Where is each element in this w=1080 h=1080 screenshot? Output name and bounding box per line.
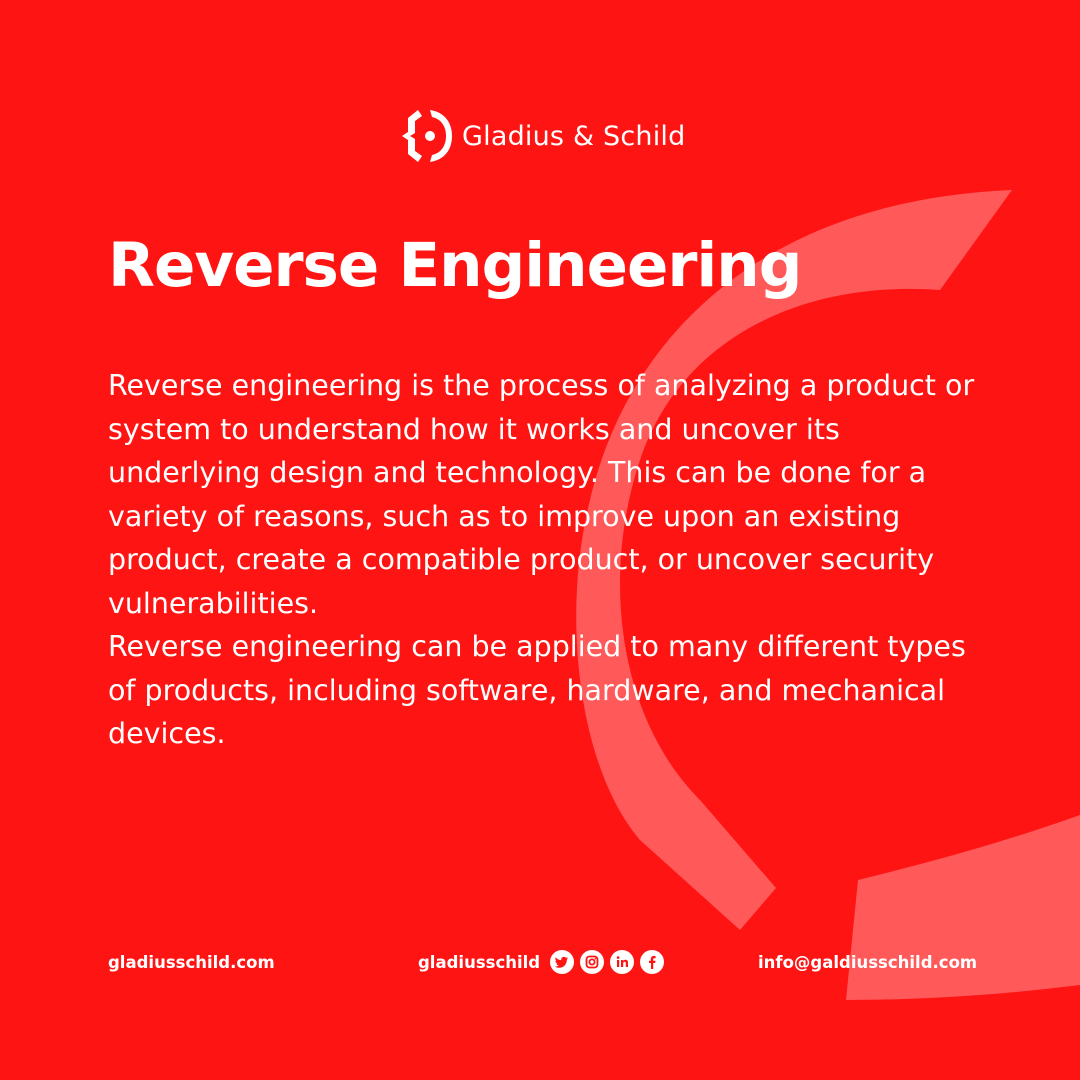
instagram-icon[interactable] [580, 950, 604, 974]
facebook-icon[interactable] [640, 950, 664, 974]
website-text: gladiusschild.com [108, 952, 275, 972]
linkedin-icon[interactable] [610, 950, 634, 974]
social-handle: gladiusschild [418, 952, 541, 972]
email-link[interactable] [758, 945, 977, 979]
page-title: Reverse Engineering [108, 230, 802, 301]
social-handle-group [418, 945, 670, 979]
body-text [108, 364, 988, 756]
paragraph-1: Reverse engineering is the process of analyzing a product or system to understand how it works and uncover its underlying design and technology. This can be done for a variety of reasons, such as to improve upon an existing product, create a compatible product, or uncover security vulnerabilities. [108, 369, 975, 620]
social-icons [550, 950, 670, 974]
website-link[interactable] [108, 945, 275, 979]
email-text: info@galdiusschild.com [758, 952, 978, 972]
brand-bracket-mark-icon [400, 106, 456, 166]
brand-logo [400, 106, 685, 166]
paragraph-2: Reverse engineering can be applied to many different types of products, including software, hardware, and mechanical devices. [108, 630, 966, 750]
brand-name: Gladius & Schild [462, 120, 686, 152]
twitter-icon[interactable] [550, 950, 574, 974]
